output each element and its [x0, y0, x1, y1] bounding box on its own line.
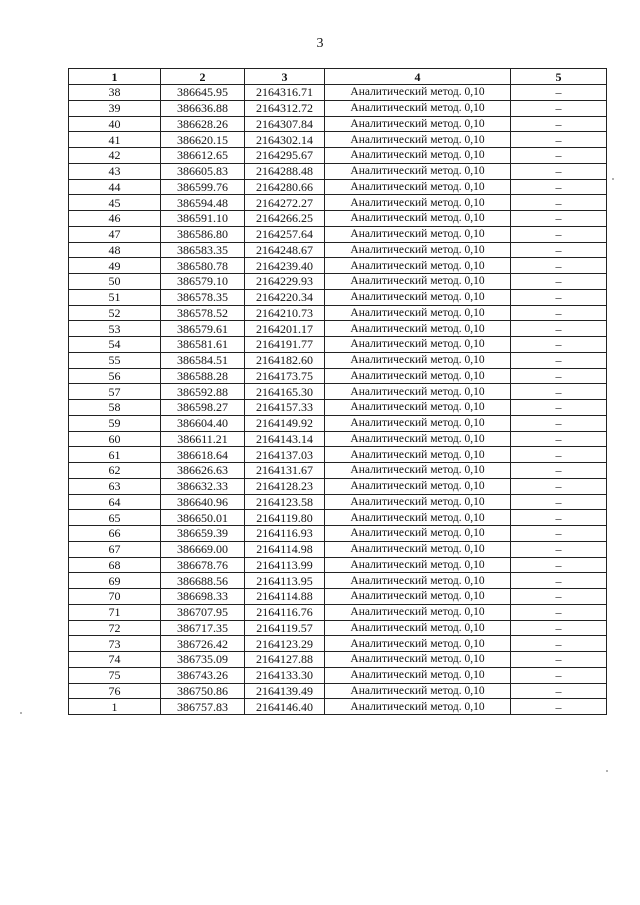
- x-coordinate-cell: 386604.40: [161, 415, 245, 431]
- note-cell: –: [511, 321, 607, 337]
- table-row: [69, 305, 607, 321]
- y-coordinate-cell: 2164128.23: [245, 478, 325, 494]
- method-cell: Аналитический метод. 0,10: [325, 337, 511, 353]
- note-cell: –: [511, 226, 607, 242]
- x-coordinate-cell: 386579.10: [161, 274, 245, 290]
- x-coordinate-cell: 386707.95: [161, 604, 245, 620]
- x-coordinate-cell: 386688.56: [161, 573, 245, 589]
- y-coordinate-cell: 2164119.57: [245, 620, 325, 636]
- y-coordinate-cell: 2164239.40: [245, 258, 325, 274]
- column-header: 2: [161, 69, 245, 85]
- note-cell: –: [511, 289, 607, 305]
- note-cell: –: [511, 557, 607, 573]
- y-coordinate-cell: 2164114.88: [245, 589, 325, 605]
- table-row: [69, 132, 607, 148]
- point-number-cell: 51: [69, 289, 161, 305]
- table-header-row: [69, 69, 607, 85]
- point-number-cell: 43: [69, 163, 161, 179]
- point-number-cell: 64: [69, 494, 161, 510]
- point-number-cell: 68: [69, 557, 161, 573]
- y-coordinate-cell: 2164210.73: [245, 305, 325, 321]
- table-row: [69, 447, 607, 463]
- table-row: [69, 431, 607, 447]
- x-coordinate-cell: 386757.83: [161, 699, 245, 715]
- scan-speck: [20, 712, 22, 714]
- note-cell: –: [511, 667, 607, 683]
- x-coordinate-cell: 386632.33: [161, 478, 245, 494]
- point-number-cell: 74: [69, 652, 161, 668]
- method-cell: Аналитический метод. 0,10: [325, 321, 511, 337]
- method-cell: Аналитический метод. 0,10: [325, 478, 511, 494]
- table-row: [69, 494, 607, 510]
- point-number-cell: 63: [69, 478, 161, 494]
- table-row: [69, 195, 607, 211]
- x-coordinate-cell: 386581.61: [161, 337, 245, 353]
- note-cell: –: [511, 447, 607, 463]
- x-coordinate-cell: 386743.26: [161, 667, 245, 683]
- x-coordinate-cell: 386650.01: [161, 510, 245, 526]
- table-row: [69, 400, 607, 416]
- note-cell: –: [511, 683, 607, 699]
- method-cell: Аналитический метод. 0,10: [325, 463, 511, 479]
- note-cell: –: [511, 85, 607, 101]
- y-coordinate-cell: 2164113.95: [245, 573, 325, 589]
- note-cell: –: [511, 116, 607, 132]
- note-cell: –: [511, 195, 607, 211]
- x-coordinate-cell: 386678.76: [161, 557, 245, 573]
- note-cell: –: [511, 494, 607, 510]
- y-coordinate-cell: 2164182.60: [245, 352, 325, 368]
- point-number-cell: 71: [69, 604, 161, 620]
- point-number-cell: 61: [69, 447, 161, 463]
- point-number-cell: 76: [69, 683, 161, 699]
- point-number-cell: 73: [69, 636, 161, 652]
- note-cell: –: [511, 132, 607, 148]
- method-cell: Аналитический метод. 0,10: [325, 163, 511, 179]
- x-coordinate-cell: 386636.88: [161, 100, 245, 116]
- point-number-cell: 46: [69, 211, 161, 227]
- point-number-cell: 55: [69, 352, 161, 368]
- note-cell: –: [511, 652, 607, 668]
- scan-speck: [612, 178, 614, 180]
- note-cell: –: [511, 384, 607, 400]
- note-cell: –: [511, 478, 607, 494]
- y-coordinate-cell: 2164143.14: [245, 431, 325, 447]
- y-coordinate-cell: 2164295.67: [245, 148, 325, 164]
- method-cell: Аналитический метод. 0,10: [325, 494, 511, 510]
- method-cell: Аналитический метод. 0,10: [325, 289, 511, 305]
- table-row: [69, 100, 607, 116]
- x-coordinate-cell: 386645.95: [161, 85, 245, 101]
- x-coordinate-cell: 386580.78: [161, 258, 245, 274]
- method-cell: Аналитический метод. 0,10: [325, 85, 511, 101]
- y-coordinate-cell: 2164113.99: [245, 557, 325, 573]
- table-row: [69, 541, 607, 557]
- point-number-cell: 41: [69, 132, 161, 148]
- point-number-cell: 40: [69, 116, 161, 132]
- x-coordinate-cell: 386620.15: [161, 132, 245, 148]
- method-cell: Аналитический метод. 0,10: [325, 226, 511, 242]
- note-cell: –: [511, 305, 607, 321]
- point-number-cell: 50: [69, 274, 161, 290]
- table-row: [69, 526, 607, 542]
- note-cell: –: [511, 242, 607, 258]
- y-coordinate-cell: 2164139.49: [245, 683, 325, 699]
- point-number-cell: 57: [69, 384, 161, 400]
- y-coordinate-cell: 2164114.98: [245, 541, 325, 557]
- point-number-cell: 48: [69, 242, 161, 258]
- table-row: [69, 85, 607, 101]
- table-row: [69, 683, 607, 699]
- x-coordinate-cell: 386611.21: [161, 431, 245, 447]
- note-cell: –: [511, 589, 607, 605]
- x-coordinate-cell: 386659.39: [161, 526, 245, 542]
- column-header: 5: [511, 69, 607, 85]
- method-cell: Аналитический метод. 0,10: [325, 258, 511, 274]
- method-cell: Аналитический метод. 0,10: [325, 352, 511, 368]
- table-row: [69, 163, 607, 179]
- method-cell: Аналитический метод. 0,10: [325, 132, 511, 148]
- x-coordinate-cell: 386578.35: [161, 289, 245, 305]
- table-body: [69, 85, 607, 715]
- y-coordinate-cell: 2164280.66: [245, 179, 325, 195]
- y-coordinate-cell: 2164312.72: [245, 100, 325, 116]
- note-cell: –: [511, 211, 607, 227]
- y-coordinate-cell: 2164165.30: [245, 384, 325, 400]
- table-row: [69, 226, 607, 242]
- table-row: [69, 337, 607, 353]
- note-cell: –: [511, 431, 607, 447]
- table-row: [69, 179, 607, 195]
- scan-speck: [606, 770, 608, 772]
- y-coordinate-cell: 2164229.93: [245, 274, 325, 290]
- point-number-cell: 56: [69, 368, 161, 384]
- point-number-cell: 75: [69, 667, 161, 683]
- x-coordinate-cell: 386592.88: [161, 384, 245, 400]
- note-cell: –: [511, 400, 607, 416]
- x-coordinate-cell: 386618.64: [161, 447, 245, 463]
- table-row: [69, 211, 607, 227]
- table-row: [69, 478, 607, 494]
- table-row: [69, 589, 607, 605]
- y-coordinate-cell: 2164149.92: [245, 415, 325, 431]
- note-cell: –: [511, 510, 607, 526]
- point-number-cell: 42: [69, 148, 161, 164]
- note-cell: –: [511, 258, 607, 274]
- note-cell: –: [511, 368, 607, 384]
- y-coordinate-cell: 2164116.76: [245, 604, 325, 620]
- x-coordinate-cell: 386591.10: [161, 211, 245, 227]
- note-cell: –: [511, 352, 607, 368]
- method-cell: Аналитический метод. 0,10: [325, 604, 511, 620]
- x-coordinate-cell: 386750.86: [161, 683, 245, 699]
- y-coordinate-cell: 2164272.27: [245, 195, 325, 211]
- note-cell: –: [511, 148, 607, 164]
- point-number-cell: 69: [69, 573, 161, 589]
- note-cell: –: [511, 573, 607, 589]
- x-coordinate-cell: 386598.27: [161, 400, 245, 416]
- method-cell: Аналитический метод. 0,10: [325, 510, 511, 526]
- x-coordinate-cell: 386594.48: [161, 195, 245, 211]
- x-coordinate-cell: 386579.61: [161, 321, 245, 337]
- y-coordinate-cell: 2164127.88: [245, 652, 325, 668]
- x-coordinate-cell: 386628.26: [161, 116, 245, 132]
- y-coordinate-cell: 2164119.80: [245, 510, 325, 526]
- table-row: [69, 652, 607, 668]
- x-coordinate-cell: 386588.28: [161, 368, 245, 384]
- method-cell: Аналитический метод. 0,10: [325, 242, 511, 258]
- method-cell: Аналитический метод. 0,10: [325, 400, 511, 416]
- x-coordinate-cell: 386586.80: [161, 226, 245, 242]
- note-cell: –: [511, 620, 607, 636]
- table-row: [69, 573, 607, 589]
- method-cell: Аналитический метод. 0,10: [325, 620, 511, 636]
- method-cell: Аналитический метод. 0,10: [325, 699, 511, 715]
- note-cell: –: [511, 604, 607, 620]
- y-coordinate-cell: 2164123.29: [245, 636, 325, 652]
- y-coordinate-cell: 2164173.75: [245, 368, 325, 384]
- method-cell: Аналитический метод. 0,10: [325, 305, 511, 321]
- column-header: 1: [69, 69, 161, 85]
- note-cell: –: [511, 179, 607, 195]
- column-header: 3: [245, 69, 325, 85]
- note-cell: –: [511, 337, 607, 353]
- point-number-cell: 72: [69, 620, 161, 636]
- y-coordinate-cell: 2164137.03: [245, 447, 325, 463]
- x-coordinate-cell: 386599.76: [161, 179, 245, 195]
- method-cell: Аналитический метод. 0,10: [325, 683, 511, 699]
- table-row: [69, 667, 607, 683]
- table-row: [69, 699, 607, 715]
- y-coordinate-cell: 2164288.48: [245, 163, 325, 179]
- method-cell: Аналитический метод. 0,10: [325, 274, 511, 290]
- column-header: 4: [325, 69, 511, 85]
- note-cell: –: [511, 100, 607, 116]
- x-coordinate-cell: 386626.63: [161, 463, 245, 479]
- method-cell: Аналитический метод. 0,10: [325, 557, 511, 573]
- point-number-cell: 52: [69, 305, 161, 321]
- method-cell: Аналитический метод. 0,10: [325, 148, 511, 164]
- method-cell: Аналитический метод. 0,10: [325, 447, 511, 463]
- table-row: [69, 352, 607, 368]
- table-row: [69, 321, 607, 337]
- note-cell: –: [511, 163, 607, 179]
- y-coordinate-cell: 2164146.40: [245, 699, 325, 715]
- x-coordinate-cell: 386578.52: [161, 305, 245, 321]
- method-cell: Аналитический метод. 0,10: [325, 636, 511, 652]
- y-coordinate-cell: 2164191.77: [245, 337, 325, 353]
- point-number-cell: 47: [69, 226, 161, 242]
- method-cell: Аналитический метод. 0,10: [325, 116, 511, 132]
- point-number-cell: 59: [69, 415, 161, 431]
- table-row: [69, 148, 607, 164]
- table-row: [69, 463, 607, 479]
- x-coordinate-cell: 386612.65: [161, 148, 245, 164]
- point-number-cell: 67: [69, 541, 161, 557]
- point-number-cell: 66: [69, 526, 161, 542]
- table-row: [69, 557, 607, 573]
- y-coordinate-cell: 2164201.17: [245, 321, 325, 337]
- note-cell: –: [511, 541, 607, 557]
- method-cell: Аналитический метод. 0,10: [325, 211, 511, 227]
- y-coordinate-cell: 2164220.34: [245, 289, 325, 305]
- x-coordinate-cell: 386698.33: [161, 589, 245, 605]
- method-cell: Аналитический метод. 0,10: [325, 368, 511, 384]
- point-number-cell: 45: [69, 195, 161, 211]
- table-row: [69, 636, 607, 652]
- point-number-cell: 38: [69, 85, 161, 101]
- table-row: [69, 258, 607, 274]
- table-row: [69, 620, 607, 636]
- method-cell: Аналитический метод. 0,10: [325, 179, 511, 195]
- note-cell: –: [511, 636, 607, 652]
- point-number-cell: 65: [69, 510, 161, 526]
- method-cell: Аналитический метод. 0,10: [325, 526, 511, 542]
- table-row: [69, 289, 607, 305]
- y-coordinate-cell: 2164248.67: [245, 242, 325, 258]
- note-cell: –: [511, 526, 607, 542]
- method-cell: Аналитический метод. 0,10: [325, 573, 511, 589]
- point-number-cell: 53: [69, 321, 161, 337]
- y-coordinate-cell: 2164257.64: [245, 226, 325, 242]
- x-coordinate-cell: 386735.09: [161, 652, 245, 668]
- y-coordinate-cell: 2164116.93: [245, 526, 325, 542]
- y-coordinate-cell: 2164266.25: [245, 211, 325, 227]
- table-row: [69, 604, 607, 620]
- table-row: [69, 510, 607, 526]
- note-cell: –: [511, 274, 607, 290]
- point-number-cell: 39: [69, 100, 161, 116]
- method-cell: Аналитический метод. 0,10: [325, 589, 511, 605]
- method-cell: Аналитический метод. 0,10: [325, 652, 511, 668]
- method-cell: Аналитический метод. 0,10: [325, 431, 511, 447]
- y-coordinate-cell: 2164307.84: [245, 116, 325, 132]
- y-coordinate-cell: 2164133.30: [245, 667, 325, 683]
- table-row: [69, 116, 607, 132]
- y-coordinate-cell: 2164157.33: [245, 400, 325, 416]
- point-number-cell: 49: [69, 258, 161, 274]
- note-cell: –: [511, 415, 607, 431]
- method-cell: Аналитический метод. 0,10: [325, 100, 511, 116]
- x-coordinate-cell: 386669.00: [161, 541, 245, 557]
- table-row: [69, 274, 607, 290]
- point-number-cell: 58: [69, 400, 161, 416]
- method-cell: Аналитический метод. 0,10: [325, 384, 511, 400]
- y-coordinate-cell: 2164123.58: [245, 494, 325, 510]
- table-row: [69, 384, 607, 400]
- table-row: [69, 368, 607, 384]
- x-coordinate-cell: 386583.35: [161, 242, 245, 258]
- method-cell: Аналитический метод. 0,10: [325, 415, 511, 431]
- x-coordinate-cell: 386726.42: [161, 636, 245, 652]
- point-number-cell: 1: [69, 699, 161, 715]
- y-coordinate-cell: 2164302.14: [245, 132, 325, 148]
- y-coordinate-cell: 2164316.71: [245, 85, 325, 101]
- method-cell: Аналитический метод. 0,10: [325, 541, 511, 557]
- y-coordinate-cell: 2164131.67: [245, 463, 325, 479]
- coordinates-table: [68, 68, 607, 715]
- x-coordinate-cell: 386717.35: [161, 620, 245, 636]
- point-number-cell: 70: [69, 589, 161, 605]
- method-cell: Аналитический метод. 0,10: [325, 667, 511, 683]
- point-number-cell: 60: [69, 431, 161, 447]
- x-coordinate-cell: 386640.96: [161, 494, 245, 510]
- note-cell: –: [511, 463, 607, 479]
- point-number-cell: 54: [69, 337, 161, 353]
- x-coordinate-cell: 386605.83: [161, 163, 245, 179]
- page-number: 3: [316, 36, 324, 51]
- table-row: [69, 415, 607, 431]
- point-number-cell: 44: [69, 179, 161, 195]
- method-cell: Аналитический метод. 0,10: [325, 195, 511, 211]
- table-row: [69, 242, 607, 258]
- note-cell: –: [511, 699, 607, 715]
- point-number-cell: 62: [69, 463, 161, 479]
- x-coordinate-cell: 386584.51: [161, 352, 245, 368]
